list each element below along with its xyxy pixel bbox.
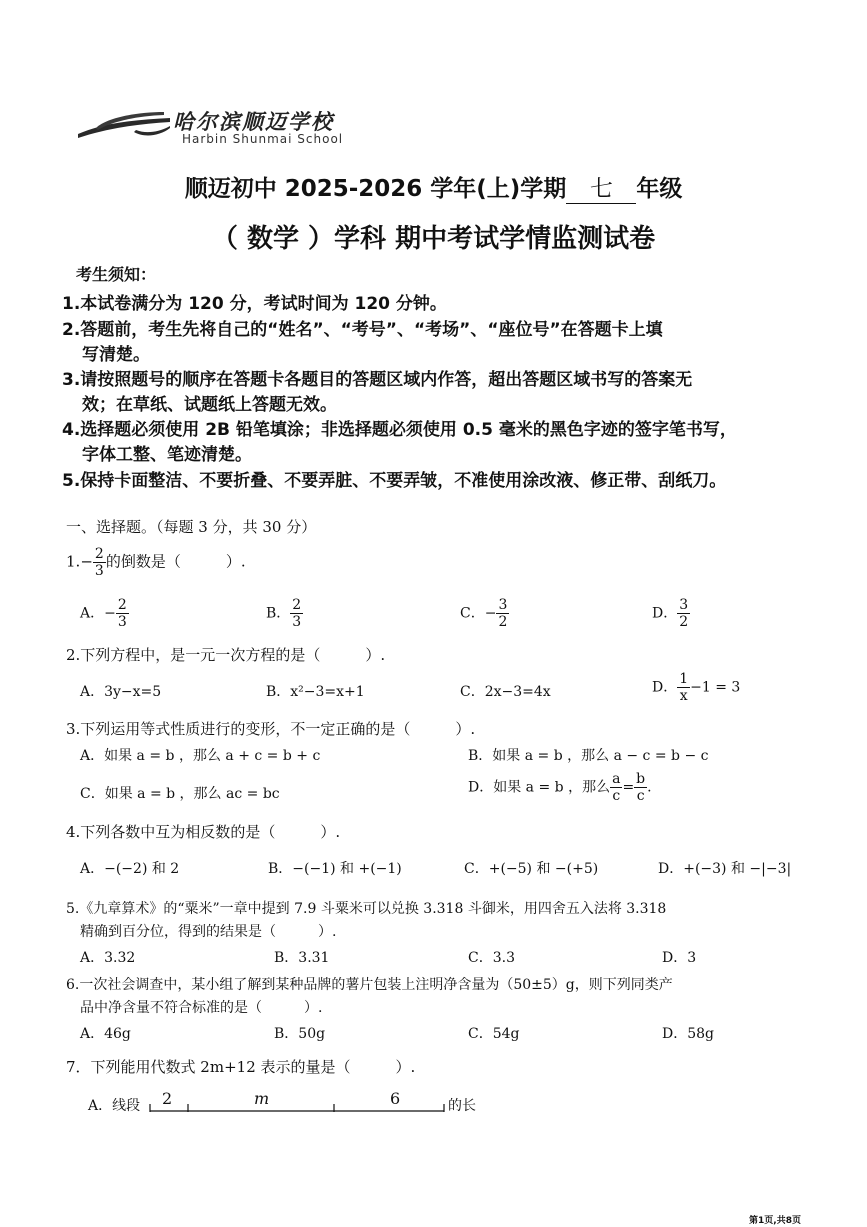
- q1-fraction: [93, 546, 106, 579]
- q3-option-a: A．如果 a = b ，那么 a + c = b + c: [80, 748, 321, 764]
- question-4: 4.下列各数中互为相反数的是（ ）.: [66, 823, 341, 841]
- frac-num: 2: [117, 597, 127, 613]
- notice-heading: 考生须知：: [76, 265, 157, 284]
- question-6-line2: 品中净含量不符合标准的是（ ）.: [80, 1000, 323, 1016]
- q6-option-d: D．58g: [662, 1026, 715, 1042]
- school-name-english: Harbin Shunmai School: [182, 132, 344, 146]
- notice-item-3-cont: 效；在草纸、试题纸上答题无效。: [82, 395, 337, 415]
- frac-den: c: [612, 788, 621, 804]
- exam-title-line1: [0, 170, 867, 204]
- option-label: D．: [652, 679, 678, 696]
- option-fraction: [677, 597, 690, 630]
- notice-item-2: 2.答题前，考生先将自己的“姓名”、“考号”、“考场”、“座位号”在答题卡上填: [62, 320, 663, 340]
- option-label: C．: [460, 605, 485, 622]
- q3-option-d: [468, 771, 652, 804]
- option-fraction: [496, 597, 509, 630]
- question-3: 3.下列运用等式性质进行的变形，不一定正确的是（ ）.: [66, 720, 476, 738]
- q1-number: 1.: [66, 552, 81, 571]
- option-fraction: [290, 597, 303, 630]
- option-sign: −: [484, 605, 497, 622]
- question-1: [66, 546, 246, 579]
- q2-option-d: [652, 671, 740, 704]
- frac-den: 2: [498, 614, 508, 630]
- q1-option-a: [80, 597, 129, 630]
- notice-item-1: 1.本试卷满分为 120 分，考试时间为 120 分钟。: [62, 294, 447, 314]
- q1-frac-num: 2: [94, 546, 104, 562]
- q2-option-c: C．2x−3=4x: [460, 684, 551, 700]
- question-7: 7．下列能用代数式 2m+12 表示的量是（ ）.: [66, 1058, 416, 1076]
- title-prefix: 顺迈初中 2025-2026 学年(上)学期: [184, 176, 567, 202]
- frac-num: a: [612, 771, 621, 787]
- q3-option-c: C．如果 a = b ，那么 ac = bc: [80, 786, 280, 802]
- title-suffix: 年级: [636, 176, 683, 202]
- q1-text: 的倒数是（ ）.: [105, 552, 246, 571]
- frac-num: 3: [498, 597, 508, 613]
- q5-option-d: D．3: [662, 950, 697, 966]
- q7-option-a-tail: 的长: [448, 1098, 476, 1114]
- q6-option-c: C．54g: [468, 1026, 520, 1042]
- q1-option-c: [460, 597, 509, 630]
- exam-title-line2: （ 数学 ）学科 期中考试学情监测试卷: [211, 224, 656, 254]
- q5-option-c: C．3.3: [468, 950, 515, 966]
- q1-frac-den: 3: [94, 563, 104, 579]
- frac-den: x: [679, 688, 688, 704]
- segment-label-3: 6: [390, 1089, 401, 1108]
- option-fraction-2: [634, 771, 647, 804]
- grade-value: 七: [566, 170, 636, 204]
- frac-den: 2: [679, 614, 689, 630]
- option-label: D．: [652, 605, 678, 622]
- q4-option-b: B．−(−1) 和 +(−1): [268, 861, 402, 877]
- page-number: 第1页,共8页: [749, 1216, 801, 1226]
- question-5-line1: 5.《九章算术》的“粟米”一章中提到 7.9 斗粟米可以兑换 3.318 斗御米，用四舍五入法将 3.318: [66, 901, 667, 917]
- notice-item-3: 3.请按照题号的顺序在答题卡各题目的答题区域内作答，超出答题区域书写的答案无: [62, 370, 693, 390]
- option-label: A．: [80, 605, 105, 622]
- q1-sign: −: [80, 552, 93, 571]
- equals-sign: =: [622, 779, 635, 796]
- segment-label-1: 2: [162, 1089, 173, 1108]
- option-lead: D．如果 a = b ，那么: [468, 779, 611, 796]
- option-tail: .: [647, 779, 652, 796]
- question-5-line2: 精确到百分位，得到的结果是（ ）.: [80, 924, 337, 940]
- frac-den: 3: [117, 614, 127, 630]
- q2-option-b: B．x²−3=x+1: [266, 684, 365, 700]
- option-fraction-1: [610, 771, 622, 804]
- q5-option-a: A．3.32: [80, 950, 136, 966]
- school-name: 哈尔滨顺迈学校: [173, 109, 334, 134]
- option-fraction: [677, 671, 690, 704]
- q4-option-a: A．−(−2) 和 2: [80, 861, 180, 877]
- q6-option-a: A．46g: [80, 1026, 131, 1042]
- school-logo-emblem: [76, 108, 172, 142]
- q7-option-a-label: A．线段: [88, 1098, 141, 1114]
- q3-option-b: B．如果 a = b ，那么 a − c = b − c: [468, 748, 709, 764]
- q6-option-b: B．50g: [274, 1026, 326, 1042]
- q4-option-c: C．+(−5) 和 −(+5): [464, 861, 599, 877]
- frac-num: 1: [679, 671, 689, 687]
- notice-item-4: 4.选择题必须使用 2B 铅笔填涂；非选择题必须使用 0.5 毫米的黑色字迹的签字笔书写，: [62, 420, 737, 440]
- notice-item-2-cont: 写清楚。: [82, 345, 150, 365]
- q1-option-b: [266, 597, 303, 630]
- option-fraction: [116, 597, 129, 630]
- q7-segment-diagram: [148, 1086, 448, 1116]
- segment-label-2: m: [254, 1089, 270, 1108]
- option-label: B．: [266, 605, 291, 622]
- frac-den: c: [636, 788, 645, 804]
- frac-den: 3: [292, 614, 302, 630]
- q4-option-d: D．+(−3) 和 −|−3|: [658, 861, 792, 877]
- q2-option-a: A．3y−x=5: [80, 684, 162, 700]
- question-2: 2.下列方程中，是一元一次方程的是（ ）.: [66, 646, 386, 664]
- section-heading: 一、选择题。（每题 3 分，共 30 分）: [66, 518, 317, 536]
- frac-num: 3: [679, 597, 689, 613]
- notice-item-5: 5.保持卡面整洁、不要折叠、不要弄脏、不要弄皱，不准使用涂改液、修正带、刮纸刀。: [62, 471, 727, 491]
- question-6-line1: 6.一次社会调查中，某小组了解到某种品牌的薯片包装上注明净含量为（50±5）g，则下列同类产: [66, 977, 673, 993]
- option-sign: −: [104, 605, 116, 622]
- q5-option-b: B．3.31: [274, 950, 330, 966]
- frac-num: b: [636, 771, 646, 787]
- frac-num: 2: [292, 597, 302, 613]
- q1-option-d: [652, 597, 690, 630]
- notice-item-4-cont: 字体工整、笔迹清楚。: [82, 445, 252, 465]
- option-tail: −1 = 3: [690, 679, 741, 696]
